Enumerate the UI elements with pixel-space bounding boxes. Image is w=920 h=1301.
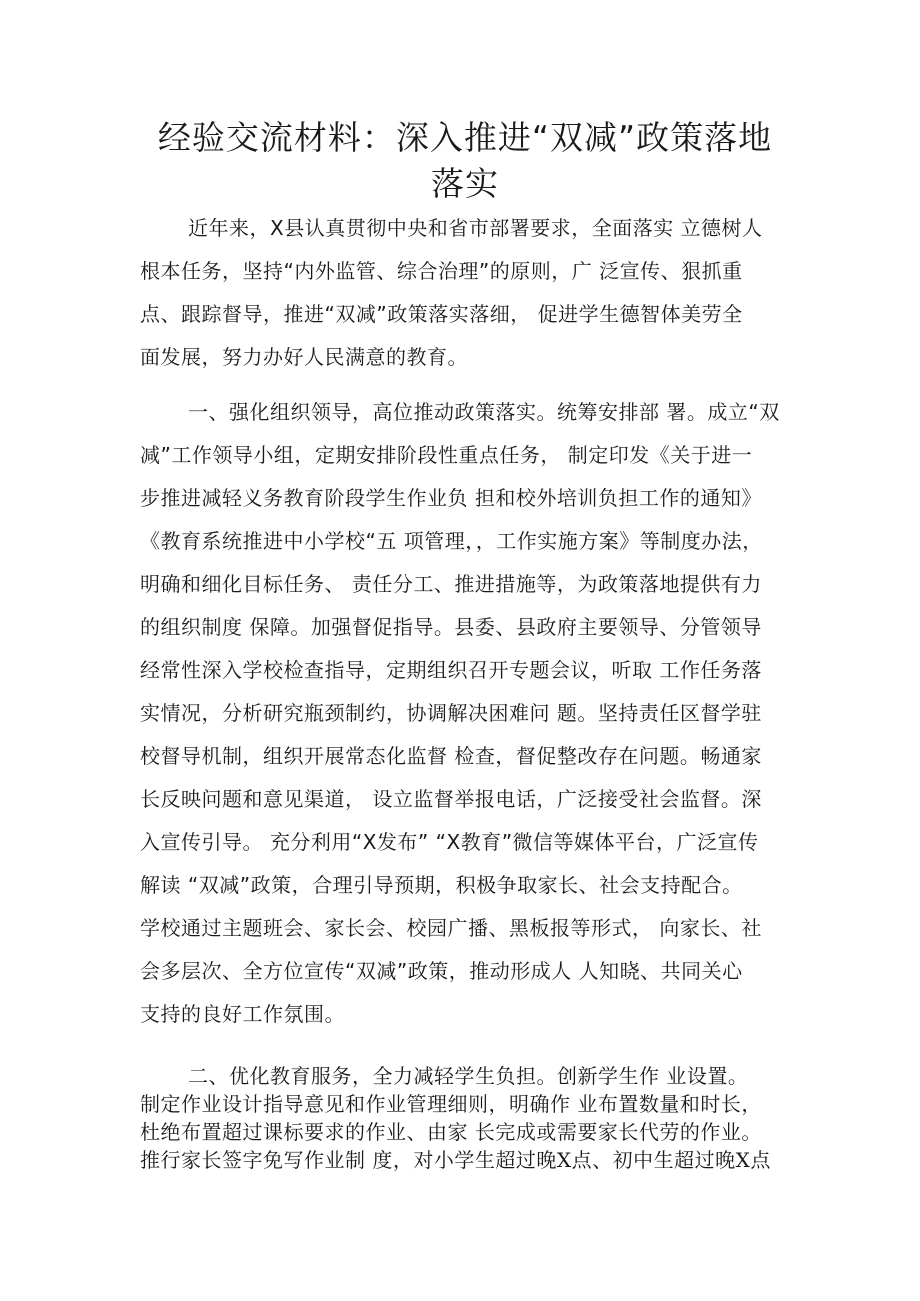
intro-line: 近年来，X县认真贯彻中央和省市部署要求，全面落实 立德树人 [188, 216, 763, 240]
section-1-line: 会多层次、全方位宣传“双减”政策，推动形成人 人知晓、共同关心 [140, 959, 743, 983]
section-1-line: 减”工作领导小组，定期安排阶段性重点任务， 制定印发《关于进一 [140, 443, 753, 467]
section-1-line: 校督导机制，组织开展常态化监督 检查，督促整改存在问题。畅通家 [140, 744, 762, 768]
section-1-line: 明确和细化目标任务、 责任分工、推进措施等，为政策落地提供有力 [140, 572, 762, 596]
section-2-line: 推行家长签字免写作业制 度，对小学生超过晚X点、初中生超过晚X点 [140, 1148, 771, 1172]
section-1-line: 支持的良好工作氛围。 [140, 1002, 345, 1026]
section-1-line: 学校通过主题班会、家长会、校园广播、黑板报等形式， 向家长、社 [140, 916, 762, 940]
section-1-line: 步推进减轻义务教育阶段学生作业负 担和校外培训负担工作的通知》 [140, 486, 762, 510]
intro-line: 面发展，努力办好人民满意的教育。 [140, 345, 468, 369]
section-2-line: 二、优化教育服务，全力减轻学生负担。创新学生作 业设置。 [188, 1064, 749, 1088]
intro-line: 点、跟踪督导，推进“双减”政策落实落细， 促进学生德智体美劳全 [140, 302, 743, 326]
document-title-line-1: 经验交流材料：深入推进“双减”政策落地 [157, 118, 773, 157]
section-2-line: 杜绝布置超过课标要求的作业、由家 长完成或需要家长代劳的作业。 [140, 1120, 762, 1144]
section-1-line: 长反映问题和意见渠道， 设立监督举报电话，广泛接受社会监督。深 [140, 787, 762, 811]
section-1-line: 实情况，分析研究瓶颈制约，协调解决困难问 题。坚持责任区督学驻 [140, 701, 762, 725]
section-1-line: 入宣传引导。 充分利用“X发布” “X教育”微信等媒体平台，广泛宣传 [140, 830, 759, 854]
section-1-line: 一、强化组织领导，高位推动政策落实。统筹安排部 署。成立“双 [188, 400, 780, 424]
section-1-line: 经常性深入学校检查指导，定期组织召开专题会议，听取 工作任务落 [140, 658, 762, 682]
document-title-line-2: 落实 [431, 164, 499, 203]
section-1-line: 解读 “双减”政策，合理引导预期，积极争取家长、社会支持配合。 [140, 873, 743, 897]
section-2-line: 制定作业设计指导意见和作业管理细则，明确作 业布置数量和时长， [140, 1092, 762, 1116]
section-1-line: 《教育系统推进中小学校“五 项管理，，工作实施方案》等制度办法， [140, 529, 763, 553]
section-1-line: 的组织制度 保障。加强督促指导。县委、县政府主要领导、分管领导 [140, 615, 762, 639]
intro-line: 根本任务，坚持“内外监管、综合治理”的原则，广 泛宣传、狠抓重 [140, 259, 743, 283]
